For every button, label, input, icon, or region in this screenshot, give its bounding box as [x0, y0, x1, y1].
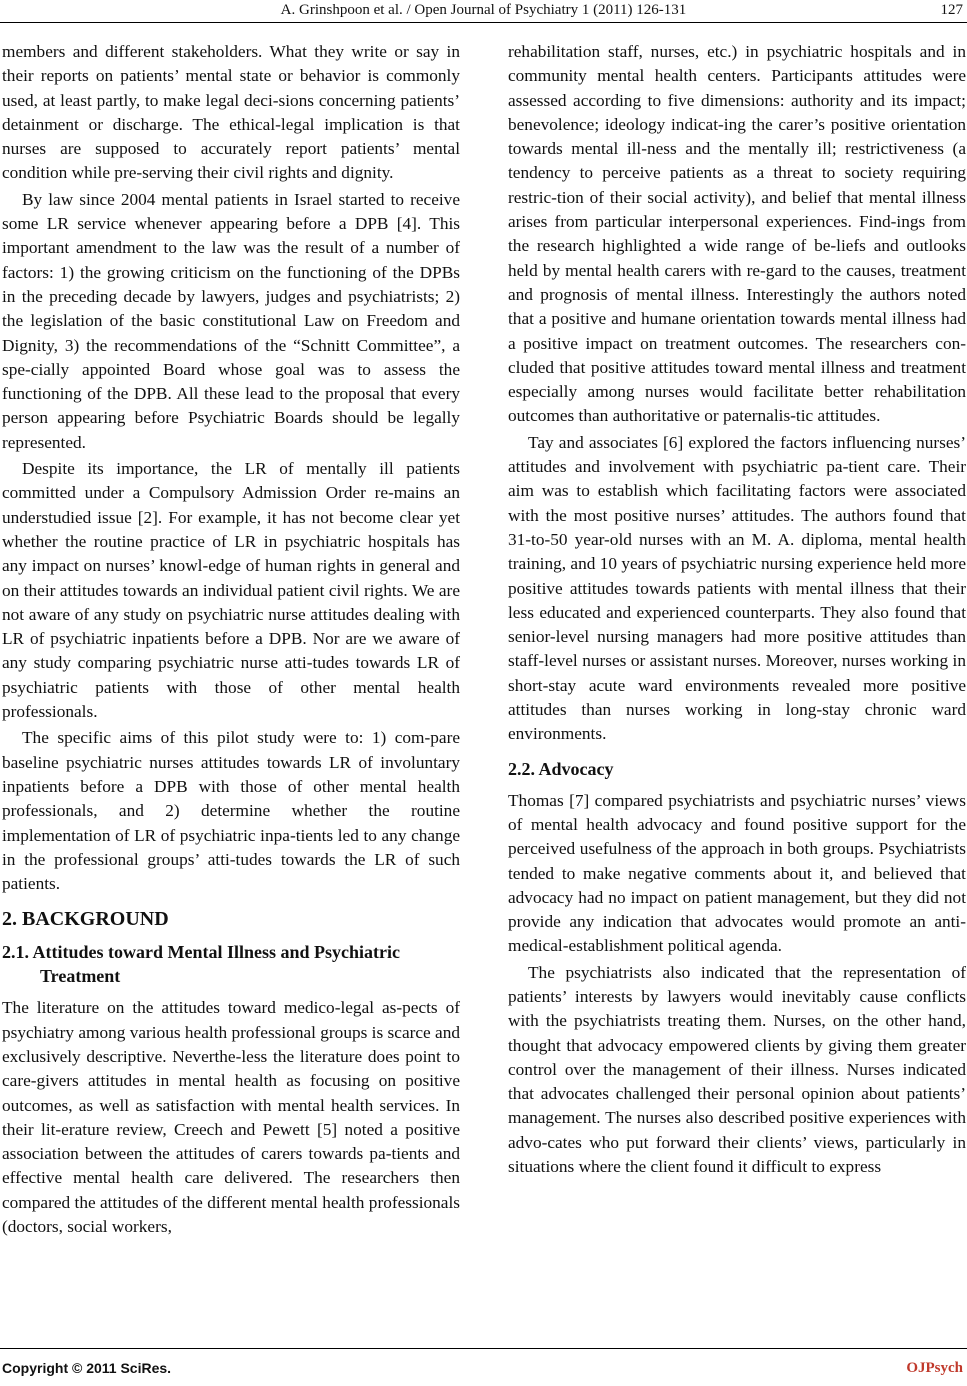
section-heading: 2. BACKGROUND [2, 908, 169, 931]
paragraph: By law since 2004 mental patients in Israel started to receive some LR service whenever appearing before a DPB [4]. This important amendment to the law was the result of a number of factors: 1) the growing criticism on the functioning of the DPBs in the preceding decade by lawyers, judges and psychiatrists; 2) the legislation of the basic constitutional Law on Freedom and Dignity, 3) the recommendations of the “Schnitt Committee”, a spe-cially appointed Board whose goal was to assess the functioning of the DPB. All these lead to the proposal that every person appearing before Psychiatric Boards should be legally represented. [2, 189, 460, 452]
running-head [0, 0, 967, 22]
paragraph: The literature on the attitudes toward medico-legal as-pects of psychiatry among various health professional groups is scarce and exclusively descriptive. Neverthe-less the literature does point to care-givers attitudes in mental health as focusing on positive outcomes, as well as satisfaction with mental health services. In their lit-erature review, Creech and Pewett [5] noted a positive association between the attitudes of carers towards pa-tients and effective mental health care delivered. The researchers then compared the attitudes of the different mental health professionals (doctors, social workers, [2, 998, 460, 1237]
left-column [2, 40, 460, 1239]
paragraph: Tay and associates [6] explored the factors influencing nurses’ attitudes and involvement with psychiatric pa-tient care. Their aim was to establish which facilitating factors were associated with the most positive nurses’ attitudes. The authors found that 31-to-50 year-old nurses with an M. A. diploma, mental health training, and 10 years of psychiatric nursing experience held more positive attitudes towards patients with mental illness that their less educated and experienced counterparts. They also found that senior-level nursing managers had more positive attitudes than staff-level nurses or assistant nurses. Moreover, nurses working in short-stay acute ward environments revealed more positive attitudes than nurses working in long-stay chronic ward environments. [508, 432, 966, 744]
paragraph: The psychiatrists also indicated that the representation of patients’ interests by lawyers would inevitably cause conflicts with the psychiatrists treating them. Nurses, on the other hand, thought that advocacy empowered clients by giving them greater control over the management of their illness. Nurses indicated that advocates challenged their personal opinion about patients’ management. The nurses also described positive experiences with advo-cates who put forward their clients’ views, particularly in situations where the client found it difficult to express [508, 962, 966, 1177]
copyright-notice: Copyright © 2011 SciRes. [2, 1360, 172, 1376]
paragraph: The specific aims of this pilot study were to: 1) com-pare baseline psychiatric nurses attitudes towards LR of involuntary inpatients before a DPB with those of other mental health professionals, and 2) determine whether the routine implementation of LR of psychiatric inpa-tients led to any change in the professional groups’ atti-tudes towards the LR of such patients. [2, 728, 460, 894]
paragraph: members and different stakeholders. What they write or say in their reports on patients’ mental state or behavior is commonly used, at least partly, to make legal deci-sions concerning patients’ detainment or discharge. The ethical-legal implication is that nurses are supposed to accurately report patients’ mental condition while pre-serving their civil rights and dignity. [2, 42, 460, 183]
subsection-heading: 2.1. Attitudes toward Mental Illness and Psychiatric Treatment [2, 942, 400, 987]
page-number: 127 [940, 2, 963, 18]
header-rule [0, 22, 967, 23]
right-column [508, 40, 966, 1179]
running-head-text: A. Grinshpoon et al. / Open Journal of Psychiatry 1 (2011) 126-131 [280, 2, 687, 18]
footer-rule [0, 1348, 967, 1349]
paragraph: Despite its importance, the LR of mentally ill patients committed under a Compulsory Admission Order re-mains an understudied issue [2]. For example, it has not become clear yet whether the routine practice of LR in psychiatric hospitals has any impact on nurses’ knowl-edge of human rights in general and on their attitudes towards an individual patient civil rights. We are not aware of any study on psychiatric nurse attitudes dealing with LR of psychiatric inpatients before a DPB. Nor are we aware of any study comparing psychiatric nurse atti-tudes towards LR of psychiatric patients with those of other mental health professionals. [2, 459, 460, 722]
subsection-heading: 2.2. Advocacy [508, 758, 614, 779]
journal-abbreviation: OJPsych [906, 1360, 963, 1376]
paragraph: rehabilitation staff, nurses, etc.) in psychiatric hospitals and in community mental health centers. Participants attitudes were assessed according to five dimensions: authority and its impact; benevolence; ideology indicat-ing the carer’s positive orientation towards mental ill-ness and the mentally ill; restrictiveness (a tendency to perceive patients as a threat to society requiring restric-tion of their social activity), and belief that mental illness arises from particular interpersonal experiences. Find-ings from the research highlighted a wide range of be-liefs and outlooks held by mental health carers with re-gard to the causes, treatment and prognosis of mental illness. Interestingly the authors noted that a positive and humane orientation towards mental illness had a positive impact on treatment outcomes. The researchers con-cluded that positive attitudes toward mental illness and treatment especially among nurses would facilitate better rehabilitation outcomes than authoritative or paternalis-tic attitudes. [508, 42, 966, 426]
paragraph: Thomas [7] compared psychiatrists and psychiatric nurses’ views of mental health advocacy and found positive support for the perceived usefulness of the approach in both groups. Psychiatrists tended to make negative comments about it, and believed that advocacy had no impact on patient management, but they did not provide any indication that advocates would promote an anti-medical-establishment political agenda. [508, 790, 966, 956]
